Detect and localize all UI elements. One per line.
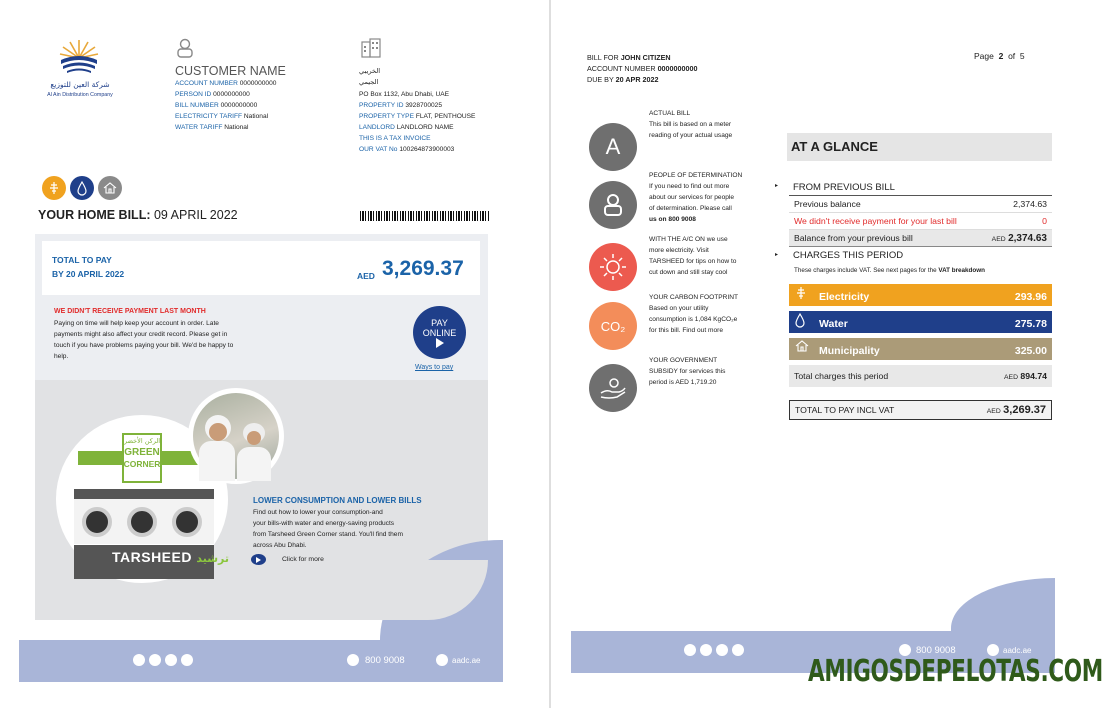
field-label: PROPERTY ID [359, 102, 404, 109]
actual-bill-icon [589, 123, 637, 171]
footer-phone: 800 9008 [365, 655, 405, 666]
info-line: SUBSIDY for services this [649, 368, 726, 375]
info-line: us on 800 9008 [649, 216, 696, 223]
instagram-icon[interactable] [716, 644, 728, 656]
row-value: 3,269.37 [1003, 404, 1046, 416]
field-value: National [243, 113, 269, 120]
electricity-icon [795, 286, 807, 300]
arabic-line: الجيمي [359, 78, 379, 86]
tarsheed-brand [112, 549, 229, 565]
total-charges-row [789, 365, 1052, 387]
charge-value: 275.78 [1014, 318, 1047, 330]
footer-web: aadc.ae [452, 656, 481, 665]
page-number: 2 [998, 51, 1004, 61]
glance-table: ▸ FROM PREVIOUS BILL Previous balance 2,374.63 We didn't receive payment for your last bill 0 Balance from your previous bill AED 2,374.63 ▸ CHARGES THIS PERIOD These charges include VAT. See next pages for the VAT breakdown Electricity 293.96 Water 275.78 Municipality 325.00 Total charges this period AED 894.74 TOTAL TO PAY INCL VAT AED 3,269.37 [789, 180, 1052, 430]
info-line: cut down and still stay cool [649, 269, 728, 276]
account-number: 0000000000 [657, 64, 698, 73]
brand-ar: ترشيد [196, 552, 229, 565]
total-amount: 3,269.37 [382, 257, 464, 280]
row-label: Balance from your previous bill [794, 233, 913, 243]
electricity-icon [42, 176, 66, 200]
promo-line: across Abu Dhabi. [253, 542, 307, 549]
arabic-line: الخريبي [359, 67, 381, 75]
info-actual-bill [649, 108, 759, 141]
actual-bill-letter: A [605, 134, 621, 159]
promo-line: Find out how to lower your consumption-and [253, 509, 383, 516]
phone-icon [347, 654, 359, 666]
info-ac [649, 234, 759, 278]
info-line: ACTUAL BILL [649, 110, 691, 117]
unpaid-row [789, 213, 1052, 230]
twitter-icon[interactable] [684, 644, 696, 656]
promo-line: your bills-with water and energy-saving products [253, 520, 395, 527]
customer-name: CUSTOMER NAME [175, 64, 286, 78]
charges-note [794, 267, 985, 274]
customer-details [175, 78, 345, 133]
sign-line1: GREEN [124, 447, 160, 458]
row-currency: AED [991, 235, 1006, 243]
previous-balance-row [789, 196, 1052, 213]
people-photo [188, 388, 284, 484]
bill-for-name: JOHN CITIZEN [620, 53, 671, 62]
footer-web: aadc.ae [1003, 646, 1032, 655]
page-label: Page [974, 51, 994, 61]
info-line: TARSHEED for tips on how to [649, 258, 737, 265]
total-currency: AED [357, 271, 375, 281]
web-icon [436, 654, 448, 666]
watermark: AMIGOSDEPELOTAS.COM [808, 654, 1103, 689]
charge-value: 325.00 [1014, 345, 1047, 357]
info-line: Based on your utility [649, 305, 709, 312]
promo-title: LOWER CONSUMPTION AND LOWER BILLS [253, 496, 422, 505]
pay-label: PAY [431, 317, 448, 328]
water-icon [795, 313, 805, 327]
info-line: period is AED 1,719.20 [649, 379, 717, 386]
field-value: FLAT, PENTHOUSE [415, 113, 476, 120]
promo-body [253, 507, 453, 551]
pay-online-button[interactable] [413, 306, 466, 359]
notice-body [54, 318, 294, 362]
sign-arabic: الركن الأخضر [123, 437, 161, 445]
sun-icon [589, 243, 637, 291]
play-circle-icon[interactable] [251, 554, 266, 565]
charge-name: Municipality [819, 345, 880, 357]
footer-bar [19, 640, 503, 682]
field-label: PERSON ID [175, 91, 212, 98]
subsidy-hand-icon [589, 364, 637, 412]
info-line: more electricity. Visit [649, 247, 709, 254]
pay-online-label: ONLINE [422, 327, 457, 338]
vat-breakdown-link: VAT breakdown [938, 267, 985, 274]
municipality-icon [795, 340, 809, 352]
field-value: 3928700025 [405, 102, 442, 109]
person-icon [176, 38, 194, 58]
municipality-bar [789, 338, 1052, 360]
facebook-icon[interactable] [181, 654, 193, 666]
footer-curve [951, 578, 1055, 636]
field-label: ELECTRICITY TARIFF [175, 113, 243, 120]
charge-name: Electricity [819, 291, 870, 303]
page-indicator [974, 51, 1025, 61]
info-line: YOUR CARBON FOOTPRINT [649, 294, 739, 301]
row-currency: AED [1004, 374, 1018, 381]
info-line: about our services for people [649, 194, 735, 201]
twitter-icon[interactable] [133, 654, 145, 666]
youtube-icon[interactable] [700, 644, 712, 656]
charge-name: Water [819, 318, 848, 330]
due-date: 20 APR 2022 [615, 75, 659, 84]
account-label: ACCOUNT NUMBER [587, 64, 656, 73]
notice-line: payments might also affect your credit record. Please get in [54, 331, 228, 338]
total-to-pay-box [42, 241, 480, 295]
field-label: WATER TARIFF [175, 124, 223, 131]
co2-label: CO₂ [600, 318, 626, 334]
home-bill-heading [38, 208, 238, 222]
bill-for-label: BILL FOR [587, 53, 619, 62]
barcode [360, 211, 489, 221]
click-for-more-link[interactable]: Click for more [282, 556, 324, 563]
info-line: This bill is based on a meter [649, 121, 732, 128]
water-icon [70, 176, 94, 200]
row-label: Previous balance [794, 199, 861, 209]
ways-to-pay-link[interactable]: Ways to pay [415, 364, 454, 371]
property-details [359, 66, 519, 155]
total-pay-row [789, 400, 1052, 420]
field-label: PROPERTY TYPE [359, 113, 414, 120]
info-line: consumption is 1,084 KgCO₂e [649, 316, 738, 323]
tax-invoice: THIS IS A TAX INVOICE [359, 135, 431, 142]
info-line: of determination. Please call [649, 205, 732, 212]
company-name-en: Al Ain Distribution Company [47, 92, 113, 98]
field-value: 100264873900003 [399, 146, 455, 153]
row-value: 2,374.63 [1008, 232, 1047, 244]
field-value: 0000000000 [239, 80, 277, 87]
bill-header [587, 52, 787, 85]
charges-note-text: These charges include VAT. See next pages for the [794, 267, 937, 274]
co2-icon [589, 302, 637, 350]
notice-line: help. [54, 353, 69, 360]
row-currency: AED [986, 408, 1001, 415]
info-line: for this bill. Find out more [649, 327, 724, 334]
social-icons [684, 644, 746, 656]
sign-line2: CORNER [123, 459, 161, 469]
bill-page-2 [551, 0, 1103, 708]
notice-title: WE DIDN'T RECEIVE PAYMENT LAST MONTH [54, 308, 206, 315]
municipality-icon [98, 176, 122, 200]
info-line: reading of your actual usage [649, 132, 733, 139]
page-of: of [1008, 51, 1016, 61]
company-name-ar: شركة العين للتوزيع [50, 80, 110, 89]
field-label: OUR VAT No [359, 146, 398, 153]
due-label: BY 20 APRIL 2022 [52, 269, 125, 279]
field-value: National [224, 124, 249, 131]
building-icon [360, 38, 382, 58]
promo-line: from Tarsheed Green Corner stand. You'll find them [253, 531, 403, 538]
field-label: BILL NUMBER [175, 102, 219, 109]
row-value: 0 [1042, 216, 1047, 226]
water-bar [789, 311, 1052, 333]
balance-row [789, 230, 1052, 247]
bill-page-1 [0, 0, 548, 708]
social-icons [133, 654, 195, 666]
field-value: LANDLORD NAME [396, 124, 454, 131]
info-line: If you need to find out more [649, 183, 730, 190]
row-value: 894.74 [1020, 371, 1047, 381]
people-of-determination-icon [589, 181, 637, 229]
row-value: 2,374.63 [1013, 199, 1047, 209]
brand-en: TARSHEED [112, 549, 192, 565]
page-total: 5 [1019, 51, 1025, 61]
home-bill-date: 09 APRIL 2022 [153, 208, 238, 222]
at-a-glance-title: AT A GLANCE [791, 139, 878, 154]
from-previous-heading: FROM PREVIOUS BILL [793, 182, 895, 193]
charge-value: 293.96 [1014, 291, 1047, 303]
address: PO Box 1132, Abu Dhabi, UAE [359, 91, 450, 98]
row-label: TOTAL TO PAY INCL VAT [795, 405, 895, 415]
field-value: 0000000000 [220, 102, 258, 109]
info-carbon [649, 292, 759, 336]
field-label: ACCOUNT NUMBER [175, 80, 238, 87]
total-label: TOTAL TO PAY [52, 255, 112, 265]
play-icon [435, 338, 444, 348]
footer-phone: 800 9008 [916, 645, 956, 656]
company-logo [56, 38, 102, 78]
info-subsidy [649, 355, 759, 388]
info-line: PEOPLE OF DETERMINATION [649, 172, 743, 179]
youtube-icon[interactable] [149, 654, 161, 666]
facebook-icon[interactable] [732, 644, 744, 656]
info-line: WITH THE A/C ON we use [649, 236, 728, 243]
notice-line: Paying on time will help keep your account in order. Late [54, 320, 219, 327]
notice-line: touch if you have problems paying your bill. We'd be happy to [54, 342, 234, 349]
row-label: Total charges this period [794, 371, 889, 381]
electricity-bar [789, 284, 1052, 306]
at-a-glance-header [787, 133, 1052, 161]
info-people-of-determination [649, 170, 759, 225]
due-label: DUE BY [587, 75, 614, 84]
field-label: LANDLORD [359, 124, 395, 131]
field-value: 0000000000 [213, 91, 250, 98]
info-line: YOUR GOVERNMENT [649, 357, 718, 364]
home-bill-label: YOUR HOME BILL: [38, 208, 151, 222]
instagram-icon[interactable] [165, 654, 177, 666]
charges-heading: CHARGES THIS PERIOD [793, 250, 904, 261]
row-label: We didn't receive payment for your last bill [794, 216, 957, 226]
